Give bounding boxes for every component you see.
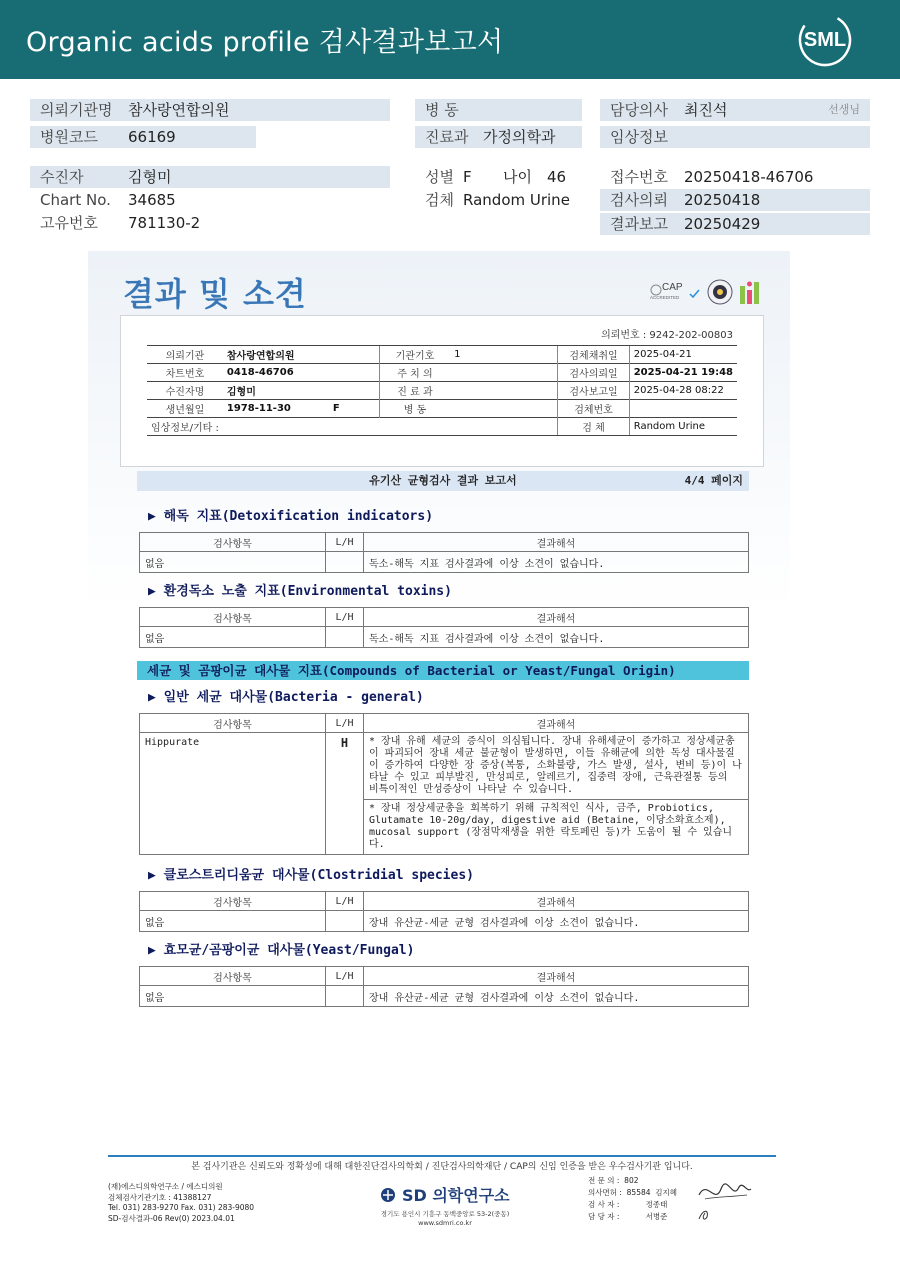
sex-age-field [415,166,595,188]
yeast-table [139,966,749,1007]
specimen-value: Random Urine [463,191,570,209]
footer-form-no: SD-검사결과-06 Rev(0) 2023.04.01 [108,1213,235,1223]
meta-label: 검사의뢰일 [558,364,629,382]
meta-value: 2025-04-28 08:22 [629,382,737,400]
footer-specialist: 전 문 의 : 802 [588,1176,639,1185]
doctor-suffix: 선생님 [828,103,860,116]
table-header-row [140,608,749,627]
report-date-value: 20250429 [684,215,761,233]
footer-brand [370,1183,520,1206]
lh-cell [326,552,364,573]
section-env-title: ▶ 환경독소 노출 지표(Environmental toxins) [148,584,452,599]
table-row [147,364,737,382]
meta-value: 2025-04-21 [629,346,737,364]
meta-value: 김형미 [223,382,379,400]
footer-license: 의사면허 : 85584 김지혜 [588,1188,678,1197]
table-row [147,382,737,400]
certification-logos [648,276,768,308]
col-interp: 결과해석 [364,714,749,733]
cert-cap-sub: ACCREDITED [650,295,680,300]
meta-label: 수진자명 [147,382,223,400]
receipt-field [600,166,870,188]
col-lh: L/H [326,608,364,627]
footer-lab-code: 검체검사기관기호 : 41388127 [108,1192,212,1202]
footer-note: 본 검사기관은 신뢰도와 정확성에 대해 대한진단검사의학회 / 진단검사의학재단 / CAP의 신임 인증을 받은 우수검사기관 입니다. [191,1162,693,1172]
table-row [147,400,737,418]
hospital-code-value: 66169 [128,128,176,146]
ward-field [415,99,582,121]
doctor-field [600,99,870,121]
institution-field [30,99,390,121]
col-item: 검사항목 [140,967,326,986]
meta-value [450,364,558,382]
section-yeast-title: ▶ 효모균/곰팡이균 대사물(Yeast/Fungal) [148,943,415,958]
chart-value: 34685 [128,191,176,209]
footer-examiner: 검 사 자 : 정종태 [588,1200,668,1209]
specimen-field [415,189,595,211]
footer-lab-info [108,1182,254,1224]
footer-lab-phone: Tel. 031) 283-9270 Fax. 031) 283-9080 [108,1203,255,1212]
meta-label: 임상정보/기타 : [147,418,223,436]
table-row [140,627,749,648]
chart-field [30,189,390,211]
clinical-field [600,126,870,148]
patient-name: 김형미 [128,168,172,186]
env-table [139,607,749,648]
meta-label: 의뢰기관 [147,346,223,364]
hospital-code-field [30,126,256,148]
request-info-table [147,345,737,436]
chart-label: Chart No. [40,191,111,209]
clinical-label: 임상정보 [610,128,668,146]
report-date-label: 결과보고 [610,215,668,233]
patient-label: 수진자 [40,168,84,186]
col-interp: 결과해석 [364,608,749,627]
col-interp: 결과해석 [364,533,749,552]
table-row [147,346,737,364]
receipt-label: 접수번호 [610,168,668,186]
patient-field [30,166,390,188]
section-bacteria-title: ▶ 일반 세균 대사물(Bacteria - general) [148,690,424,705]
col-item: 검사항목 [140,608,326,627]
request-number: 의뢰번호 : 9242-202-00803 [601,330,733,341]
dept-label: 진료과 [425,128,469,146]
age-label: 나이 [503,168,532,186]
meta-value: Random Urine [629,418,737,436]
signature-image [693,1175,753,1223]
request-value: 20250418 [684,191,761,209]
report-bar-title: 유기산 균형검사 결과 보고서 [369,474,517,487]
sex-label: 성별 [425,168,454,186]
lh-cell [326,911,364,932]
meta-value: 1 [450,346,558,364]
footer-address-line: 경기도 용인시 기흥구 동백중앙로 53-2(중동) [380,1210,510,1218]
col-lh: L/H [326,714,364,733]
meta-label: 기관기호 [379,346,450,364]
request-info-box [120,315,764,467]
meta-value: 참사랑연합의원 [223,346,379,364]
footer-manager: 담 당 자 : 서병준 [588,1212,668,1221]
col-lh: L/H [326,967,364,986]
unique-label: 고유번호 [40,214,98,232]
meta-value [629,400,737,418]
table-row [140,733,749,800]
meta-label: 진 료 과 [379,382,450,400]
interp-cell: * 장내 유해 세균의 증식이 의심됩니다. 장내 유해세균이 증가하고 정상세균총이 파괴되어 장내 세균 불균형이 발생하면, 이들 유해균에 의한 독성 대사물질이 증가하여 다양한 장 증상(복통, 소화불량, 가스 발생, 설사, 변비 등)이 나타날 수 있고 피부발진, 만성피로, 알레르기, 집중력 장애, 근육관절통 등의 비특이적인 만성증상이 나타날 수 있습니다. [364,733,749,800]
col-interp: 결과해석 [364,967,749,986]
partner-logo-icon [740,286,745,304]
footer-brand-text: SD 의학연구소 [401,1186,510,1205]
lh-flag-high: H [326,733,364,855]
detox-table [139,532,749,573]
item-cell: 없음 [140,911,326,932]
item-cell: Hippurate [140,733,326,855]
col-interp: 결과해석 [364,892,749,911]
meta-value [450,382,558,400]
meta-label: 주 치 의 [379,364,450,382]
section-clost-title: ▶ 클로스트리디움균 대사물(Clostridial species) [148,868,474,883]
header-banner [0,0,900,79]
age-value: 46 [547,168,567,186]
meta-value: 2025-04-21 19:48 [629,364,737,382]
footer [108,1153,776,1233]
category-bar: 세균 및 곰팡이균 대사물 지표(Compounds of Bacterial or Yeast/Fungal Origin) [137,661,749,680]
institution-value: 참사랑연합의원 [128,101,230,119]
meta-label: 병 동 [379,400,450,418]
col-item: 검사항목 [140,533,326,552]
meta-label: 검체채취일 [558,346,629,364]
ward-label: 병 동 [425,101,459,119]
table-header-row [140,533,749,552]
interp-cell: 장내 유산균-세균 균형 검사결과에 이상 소견이 없습니다. [364,986,749,1007]
table-header-row [140,892,749,911]
cert-cap-text: CAP [662,282,683,293]
dept-field [415,126,582,148]
report-image [88,251,790,1021]
table-row [147,418,737,436]
footer-lab-name: (재)에스디의학연구소 / 에스디의원 [108,1182,223,1191]
item-cell: 없음 [140,986,326,1007]
meta-label: 검 체 [558,418,629,436]
section-detox-title: ▶ 해독 지표(Detoxification indicators) [148,509,434,524]
report-date-field [600,213,870,235]
item-cell: 없음 [140,627,326,648]
request-field [600,189,870,211]
meta-label: 검사보고일 [558,382,629,400]
unique-field [30,212,390,234]
footer-divider [108,1155,776,1157]
interp-cell: 장내 유산균-세균 균형 검사결과에 이상 소견이 없습니다. [364,911,749,932]
meta-value [223,400,379,418]
sex-value: F [332,403,340,414]
sml-logo-text: SML [803,29,847,51]
table-row [140,986,749,1007]
col-lh: L/H [326,892,364,911]
table-header-row [140,967,749,986]
doctor-label: 담당의사 [610,101,668,119]
cap-icon [651,285,661,295]
page-title: Organic acids profile 검사결과보고서 [26,27,504,58]
meta-value: 0418-46706 [223,364,379,382]
sml-logo [797,12,853,68]
bacteria-table [139,713,749,855]
lh-cell [326,627,364,648]
sd-logo-icon [380,1187,396,1203]
footer-signatories [588,1175,677,1223]
item-cell: 없음 [140,552,326,573]
clost-table [139,891,749,932]
specimen-label: 검체 [425,191,454,209]
interp-cell: 독소-해독 지표 검사결과에 이상 소견이 없습니다. [364,552,749,573]
doctor-value: 최진석 [684,101,728,119]
report-title-bar [137,471,749,491]
meta-label: 생년월일 [147,400,223,418]
table-header-row [140,714,749,733]
page-indicator: 4/4 페이지 [684,474,743,487]
lh-cell [326,986,364,1007]
report-title: 결과 및 소견 [123,275,307,313]
footer-address [370,1210,520,1228]
interp-cell: 독소-해독 지표 검사결과에 이상 소견이 없습니다. [364,627,749,648]
request-label: 검사의뢰 [610,191,668,209]
table-row [140,552,749,573]
meta-value [223,418,558,436]
hospital-code-label: 병원코드 [40,128,98,146]
footer-website: www.sdmri.co.kr [418,1219,472,1227]
dept-value: 가정의학과 [483,128,556,146]
meta-label: 차트번호 [147,364,223,382]
meta-value [450,400,558,418]
unique-value: 781130-2 [128,214,201,232]
table-row [140,911,749,932]
interp-cell: * 장내 정상세균총을 회복하기 위해 규칙적인 식사, 금주, Probiotics, Glutamate 10-20g/day, digestive aid (Betaine, 이당소화효소제), mucosal support (장점막재생을 위한 락토페린 등)가 도움이 될 수 있습니다. [364,800,749,855]
meta-label: 검체번호 [558,400,629,418]
sex-value: F [463,168,472,186]
col-item: 검사항목 [140,714,326,733]
footer-brand-block [370,1183,520,1228]
dob-value: 1978-11-30 [226,403,291,414]
receipt-value: 20250418-46706 [684,168,814,186]
col-item: 검사항목 [140,892,326,911]
col-lh: L/H [326,533,364,552]
institution-label: 의뢰기관명 [40,101,113,119]
